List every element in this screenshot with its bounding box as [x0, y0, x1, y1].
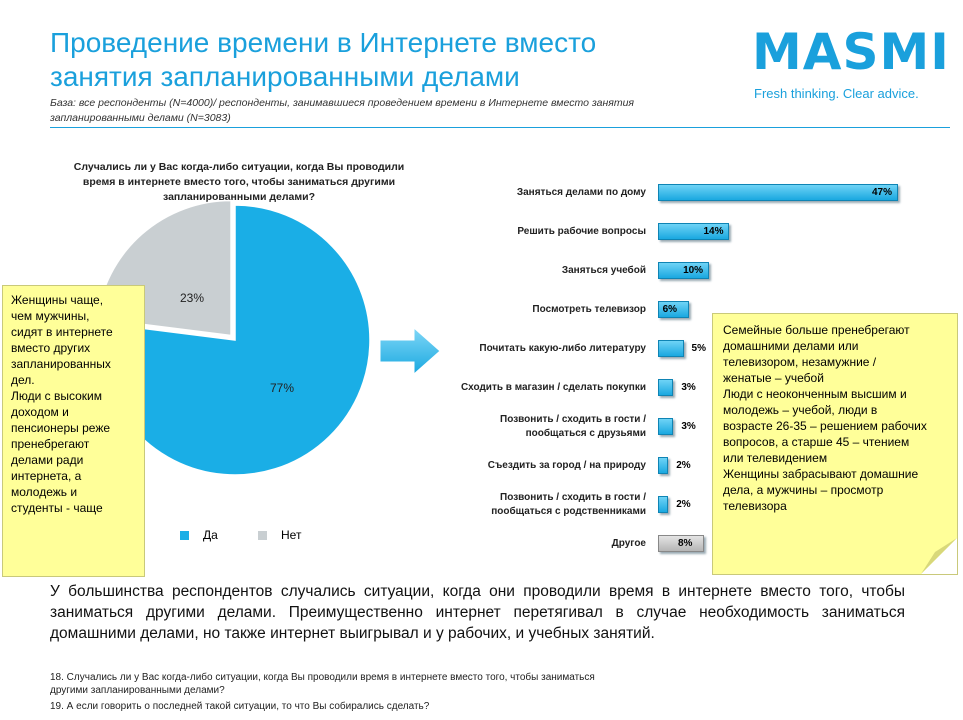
bar-5	[658, 379, 673, 396]
note-right-line: Женщины забрасывают домашние	[723, 467, 919, 481]
bar-value-label: 2%	[676, 460, 691, 471]
note-right-line: или телевидением	[723, 451, 828, 465]
note-left-line: дел.	[11, 373, 35, 387]
note-left-line: Люди с высоким	[11, 389, 102, 403]
bar-category-label: Почитать какую-либо литературу	[479, 343, 646, 354]
note-right-line: Люди с неоконченным высшим и	[723, 387, 907, 401]
bar-category-label: Сходить в магазин / сделать покупки	[460, 382, 646, 393]
bar-0	[658, 184, 898, 201]
note-right-line: Семейные больше пренебрегают	[723, 323, 910, 337]
bar-6	[658, 418, 673, 435]
bar-value-label: 47%	[872, 187, 893, 198]
bar-value-label: 8%	[678, 538, 693, 549]
footnote-q18-line-1: 18. Случались ли у Вас когда-либо ситуации, когда Вы проводили время в интернете вместо того, чтобы заниматься	[50, 672, 595, 683]
logo-tagline: Fresh thinking. Clear advice.	[754, 86, 919, 101]
footnote-q18-line-2: другими запланированными делами?	[50, 685, 225, 696]
note-left-line: запланированных	[11, 357, 111, 371]
note-left	[2, 285, 145, 577]
note-right-line: вопросов, а старше 45 – чтением	[723, 435, 910, 449]
footnote-q19: 19. А если говорить о последней такой ситуации, то что Вы собирались сделать?	[50, 701, 430, 712]
legend-label-yes: Да	[203, 528, 218, 542]
legend-label-no: Нет	[281, 528, 302, 542]
note-left-line: пренебрегают	[11, 437, 90, 451]
bar-category-label: Решить рабочие вопросы	[517, 226, 646, 237]
title-line-2: занятия запланированными делами	[50, 61, 520, 92]
note-left-line: чем мужчины,	[11, 309, 90, 323]
title-line-1: Проведение времени в Интернете вместо	[50, 27, 597, 58]
note-left-line: доходом и	[11, 405, 69, 419]
bar-value-label: 5%	[691, 343, 706, 354]
base-note-line-1: База: все респонденты (N=4000)/ респонденты, занимавшиеся проведением времени в Интернете вместо занятия	[50, 97, 635, 109]
bar-category-label: Посмотреть телевизор	[532, 304, 646, 315]
pie-label-yes: 77%	[270, 381, 295, 395]
note-right-line: телевизора	[723, 499, 787, 513]
note-left-line: молодежь и	[11, 485, 78, 499]
bar-7	[658, 457, 668, 474]
bar-value-label: 2%	[676, 499, 691, 510]
note-left-line: интернета, а	[11, 469, 82, 483]
logo-wordmark: MASMI	[752, 23, 950, 81]
bar-category-label: Другое	[611, 538, 646, 549]
bar-4	[658, 340, 684, 357]
pie-question-line-3: запланированными делами?	[163, 191, 315, 203]
note-fold-icon	[921, 538, 957, 574]
bar-value-label: 6%	[662, 304, 678, 315]
summary-text: У большинства респондентов случались ситуации, когда они проводили время в интернете вместо того, чтобы заниматься другими делами. Преимущественно интернет перетягивал в случае необходимость заниматься домашними делами, но также интернет выигрывал и у рабочих, и учебных занятий.	[50, 583, 905, 642]
bar-value-label: 14%	[703, 226, 724, 237]
note-right	[712, 313, 958, 575]
base-note-line-2: запланированными делами (N=3083)	[50, 112, 231, 124]
note-right-line: молодежь – учебой, люди в	[723, 403, 878, 417]
note-left-line: делами ради	[11, 453, 84, 467]
note-right-line: возрасте 26-35 – решением рабочих	[723, 419, 927, 433]
note-left-line: сидят в интернете	[11, 325, 113, 339]
note-right-line: телевизором, незамужние /	[723, 355, 877, 369]
bar-category-label: Позвонить / сходить в гости / пообщаться с родственниками	[491, 492, 646, 517]
bar-category-label: Заняться учебой	[561, 265, 646, 276]
note-left-line: вместо других	[11, 341, 91, 355]
pie-label-no: 23%	[180, 291, 205, 305]
note-left-line: Женщины чаще,	[11, 293, 104, 307]
bar-value-label: 3%	[681, 421, 696, 432]
note-right-line: домашними делами или	[723, 339, 859, 353]
bar-category-label: Позвонить / сходить в гости / пообщаться с друзьями	[500, 414, 646, 439]
bar-value-label: 3%	[681, 382, 696, 393]
bar-8	[658, 496, 668, 513]
pie-question-line-1: Случались ли у Вас когда-либо ситуации, когда Вы проводили	[73, 161, 405, 173]
footnote-q18	[50, 671, 595, 697]
note-left-line: студенты - чаще	[11, 501, 103, 515]
bar-category-label: Съездить за город / на природу	[487, 460, 646, 471]
note-right-line: дела, а мужчины – просмотр	[723, 483, 884, 497]
note-left-line: пенсионеры реже	[11, 421, 111, 435]
bar-value-label: 10%	[683, 265, 704, 276]
note-right-line: женатые – учебой	[723, 371, 824, 385]
pie-question-line-2: время в интернете вместо того, чтобы заниматься другими	[82, 176, 396, 188]
bar-category-label: Заняться делами по дому	[516, 187, 646, 198]
